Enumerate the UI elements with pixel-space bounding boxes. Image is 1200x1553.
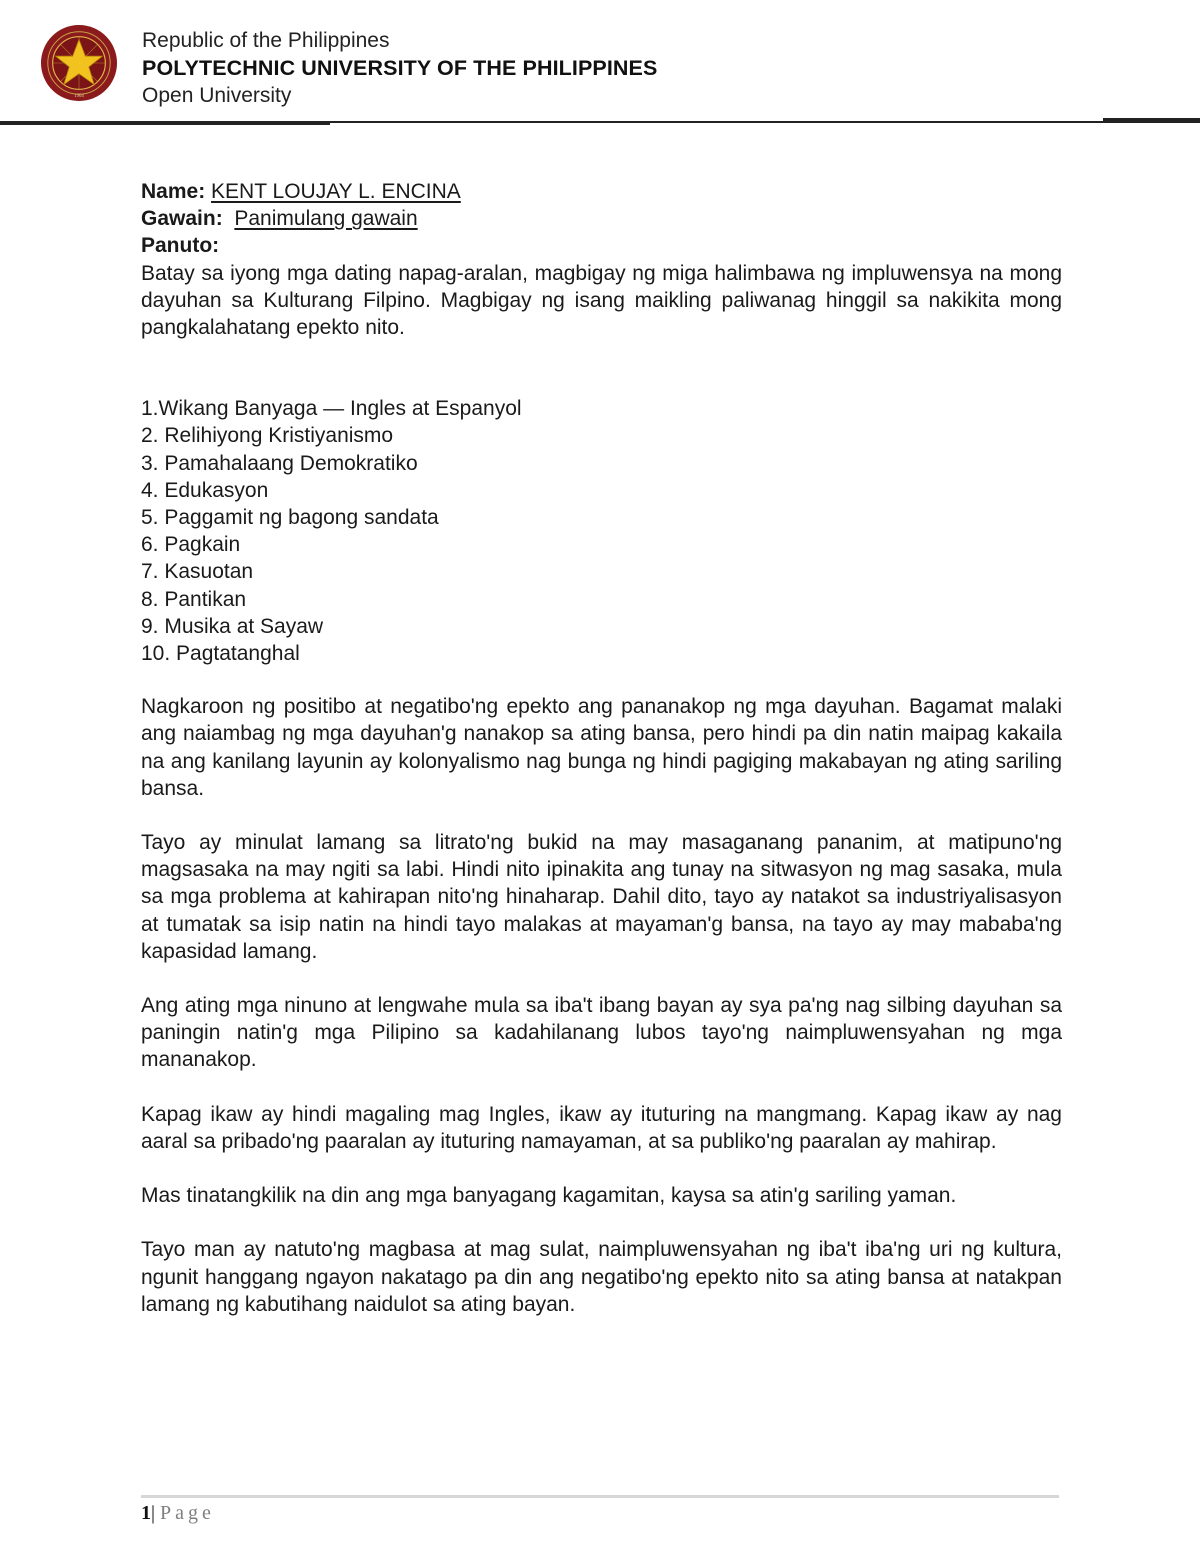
gawain-value: Panimulang gawain [234, 207, 418, 231]
paragraph: Tayo ay minulat lamang sa litrato'ng bukid na may masaganang pananim, at matipuno'ng magsasaka na may ngiti sa labi. Hindi nito ipinakita ang tunay na sitwasyon ng mag sasaka, mula sa mga problema at kahirapan nito'ng hinaharap. Dahil dito, tayo ay natakot sa industriyalisasyon at tumatak sa isip natin na hindi tayo malakas at mayaman'g bansa, na tayo ay may mababa'ng kapasidad lamang. [141, 831, 1062, 963]
list-item: 9. Musika at Sayaw [141, 614, 324, 638]
university-name: POLYTECHNIC UNIVERSITY OF THE PHILIPPINES [142, 56, 658, 80]
list-item: 4. Edukasyon [141, 478, 269, 502]
list-item: 6. Pagkain [141, 533, 241, 557]
header-rule-accent-right [1103, 118, 1200, 121]
influence-list [141, 395, 1062, 667]
instructions-text: Batay sa iyong mga dating napag-aralan, magbigay ng miga halimbawa ng impluwensya na mong dayuhan sa Kulturang Filpino. Magbigay ng isang maikling paliwanag hinggil sa nakikita mong pangkalahatang epekto nito. [141, 261, 1062, 340]
campus-name: Open University [142, 84, 292, 107]
paragraph: Nagkaroon ng positibo at negatibo'ng epekto ang pananakop ng mga dayuhan. Bagamat malaki ang naiambag ng mga dayuhan'g nanakop sa ating bansa, pero hindi pa din natin maipag kakaila na ang kanilang layunin ay kolonyalismo nag bunga ng hindi pagiging makabayan ng ating sariling bansa. [141, 695, 1062, 800]
list-item: 7. Kasuotan [141, 560, 254, 584]
paragraph: Mas tinatangkilik na din ang mga banyagang kagamitan, kaysa sa atin'g sariling yaman. [141, 1184, 957, 1208]
header-text [142, 27, 657, 110]
list-item: 1.Wikang Banyaga — Ingles at Espanyol [141, 397, 522, 421]
panuto-label: Panuto: [141, 234, 220, 258]
document-header [0, 0, 1200, 130]
republic-line: Republic of the Philippines [142, 29, 390, 52]
header-rule-accent-left [0, 123, 330, 125]
name-field [141, 178, 1062, 205]
list-item: 3. Pamahalaang Demokratiko [141, 451, 418, 475]
page-footer [141, 1502, 215, 1525]
page-label: Page [160, 1502, 215, 1524]
footer-separator: | [151, 1502, 156, 1524]
paragraph: Tayo man ay natuto'ng magbasa at mag sulat, naimpluwensyahan ng iba't iba'ng uri ng kultura, ngunit hanggang ngayon nakatago pa din ang negatibo'ng epekto nito sa ating bansa at natakpan lamang ng kabutihang naidulot sa ating bayan. [141, 1238, 1062, 1316]
document-body [141, 178, 1062, 1318]
list-item: 10. Pagtatanghal [141, 642, 300, 666]
list-item: 5. Paggamit ng bagong sandata [141, 506, 439, 530]
name-label: Name: [141, 180, 206, 203]
footer-rule [141, 1495, 1059, 1498]
paragraph: Kapag ikaw ay hindi magaling mag Ingles, ikaw ay ituturing na mangmang. Kapag ikaw ay nag aaral sa pribado'ng paaralan ay ituturing namayaman, at sa publiko'ng paaralan ay mahirap. [141, 1102, 1062, 1153]
panuto-field [141, 232, 1062, 259]
pup-seal-logo [40, 24, 118, 102]
list-item: 8. Pantikan [141, 587, 247, 611]
logo-year: 1904 [74, 94, 84, 100]
list-item: 2. Relihiyong Kristiyanismo [141, 424, 394, 448]
page-number: 1 [141, 1502, 151, 1524]
name-value: KENT LOUJAY L. ENCINA [211, 180, 461, 203]
gawain-label: Gawain: [141, 207, 223, 231]
paragraph: Ang ating mga ninuno at lengwahe mula sa iba't ibang bayan ay sya pa'ng nag silbing dayuhan sa paningin natin'g mga Pilipino sa kadahilanang lubos tayo'ng naimpluwensyahan ng mga mananakop. [141, 994, 1062, 1072]
gawain-field [141, 205, 1062, 232]
